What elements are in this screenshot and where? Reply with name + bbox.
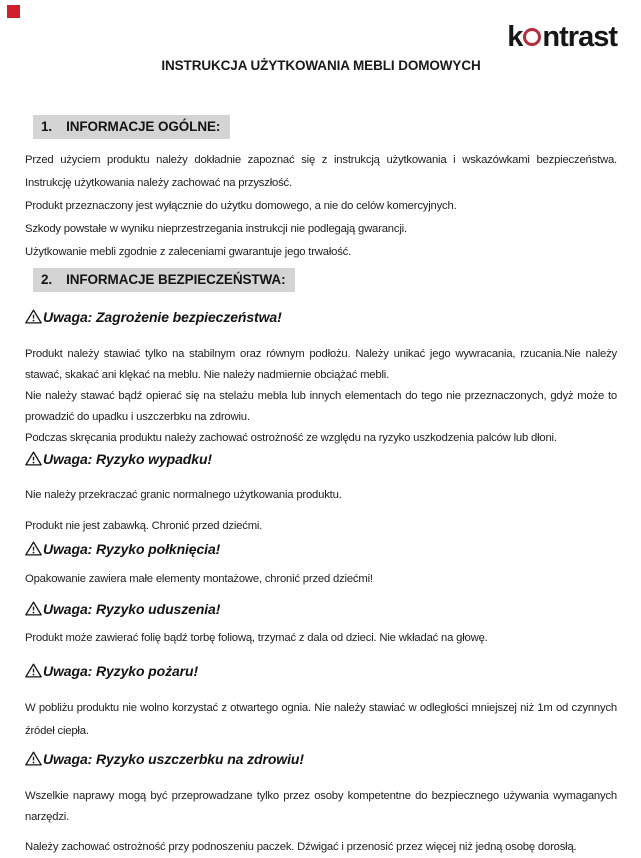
section-2-title: INFORMACJE BEZPIECZEŃSTWA: xyxy=(66,272,286,287)
paragraph: W pobliżu produktu nie wolno korzystać z otwartego ognia. Nie należy stawiać w odległości mniejszej niż 1m od czynnych źródeł ciepła. xyxy=(25,702,617,737)
warning-triangle-icon xyxy=(25,601,42,616)
paragraph: Należy zachować ostrożność przy podnoszeniu paczek. Dźwigać i przenosić przez więcej niż jedną osobę dorosłą. xyxy=(25,841,577,853)
paragraph: Użytkowanie mebli zgodnie z zaleceniami gwarantuje jego trwałość. xyxy=(25,246,352,258)
section-1-heading xyxy=(33,115,617,139)
warning-label: Uwaga: Ryzyko uduszenia! xyxy=(43,601,221,617)
warning-label: Uwaga: Ryzyko wypadku! xyxy=(43,451,212,467)
warning-triangle-icon xyxy=(25,541,42,556)
warning-triangle-icon xyxy=(25,451,42,466)
paragraph: Przed użyciem produktu należy dokładnie zapoznać się z instrukcją użytkowania i wskazówkami bezpieczeństwa. Instrukcję użytkowania należy zachować na przyszłość. xyxy=(25,154,617,189)
section-2-number: 2. xyxy=(41,272,53,287)
warning-label: Uwaga: Ryzyko uszczerbku na zdrowiu! xyxy=(43,751,304,767)
paragraph: Produkt przeznaczony jest wyłącznie do użytku domowego, a nie do celów komercyjnych. xyxy=(25,200,457,212)
warning-heading-suffocation-risk xyxy=(25,599,617,619)
section-2-heading-highlight xyxy=(33,268,295,292)
warning-heading-safety-hazard xyxy=(25,307,617,327)
paragraph: Nie należy stawać bądź opierać się na stelażu mebla lub innych elementach do tego nie przeznaczonych, gdyż może to prowadzić do upadku i uszczerbku na zdrowiu. xyxy=(25,390,617,423)
section-1-heading-highlight xyxy=(33,115,230,139)
paragraph: Szkody powstałe w wyniku nieprzestrzegania instrukcji nie podlegają gwarancji. xyxy=(25,223,407,235)
paragraph: Produkt należy stawiać tylko na stabilnym oraz równym podłożu. Należy unikać jego wywracania, rzucania.Nie należy stawać, skakać ani klękać na meblu. Nie należy nadmiernie obciążać mebli. xyxy=(25,348,617,381)
warning-triangle-icon xyxy=(25,663,42,678)
section-1-number: 1. xyxy=(41,119,53,134)
warning-triangle-icon xyxy=(25,309,42,324)
warning-label: Uwaga: Zagrożenie bezpieczeństwa! xyxy=(43,309,282,325)
warning-heading-accident-risk xyxy=(25,449,617,469)
section-1-title: INFORMACJE OGÓLNE: xyxy=(66,119,221,134)
warning-heading-health-damage-risk xyxy=(25,749,617,769)
paragraph: Produkt może zawierać folię bądź torbę foliową, trzymać z dala od dzieci. Nie wkładać na głowę. xyxy=(25,632,488,644)
warning-heading-fire-risk xyxy=(25,661,617,681)
warning-triangle-icon xyxy=(25,751,42,766)
warning-label: Uwaga: Ryzyko pożaru! xyxy=(43,663,199,679)
paragraph: Nie należy przekraczać granic normalnego użytkowania produktu. xyxy=(25,489,342,501)
paragraph: Opakowanie zawiera małe elementy montażowe, chronić przed dziećmi! xyxy=(25,573,373,585)
warning-label: Uwaga: Ryzyko połknięcia! xyxy=(43,541,221,557)
logo-text-before: k xyxy=(507,21,523,53)
section-2-heading xyxy=(33,268,617,292)
document-title: INSTRUKCJA UŻYTKOWANIA MEBLI DOMOWYCH xyxy=(161,58,481,73)
warning-heading-swallowing-risk xyxy=(25,539,617,559)
paragraph: Produkt nie jest zabawką. Chronić przed dziećmi. xyxy=(25,520,263,532)
paragraph: Podczas skręcania produktu należy zachować ostrożność ze względu na ryzyko uszkodzenia palców lub dłoni. xyxy=(25,432,557,444)
logo-text-after: ntrast xyxy=(542,21,617,53)
paragraph: Wszelkie naprawy mogą być przeprowadzane tylko przez osoby kompetentne do bezpiecznego używania wymaganych narzędzi. xyxy=(25,790,617,823)
